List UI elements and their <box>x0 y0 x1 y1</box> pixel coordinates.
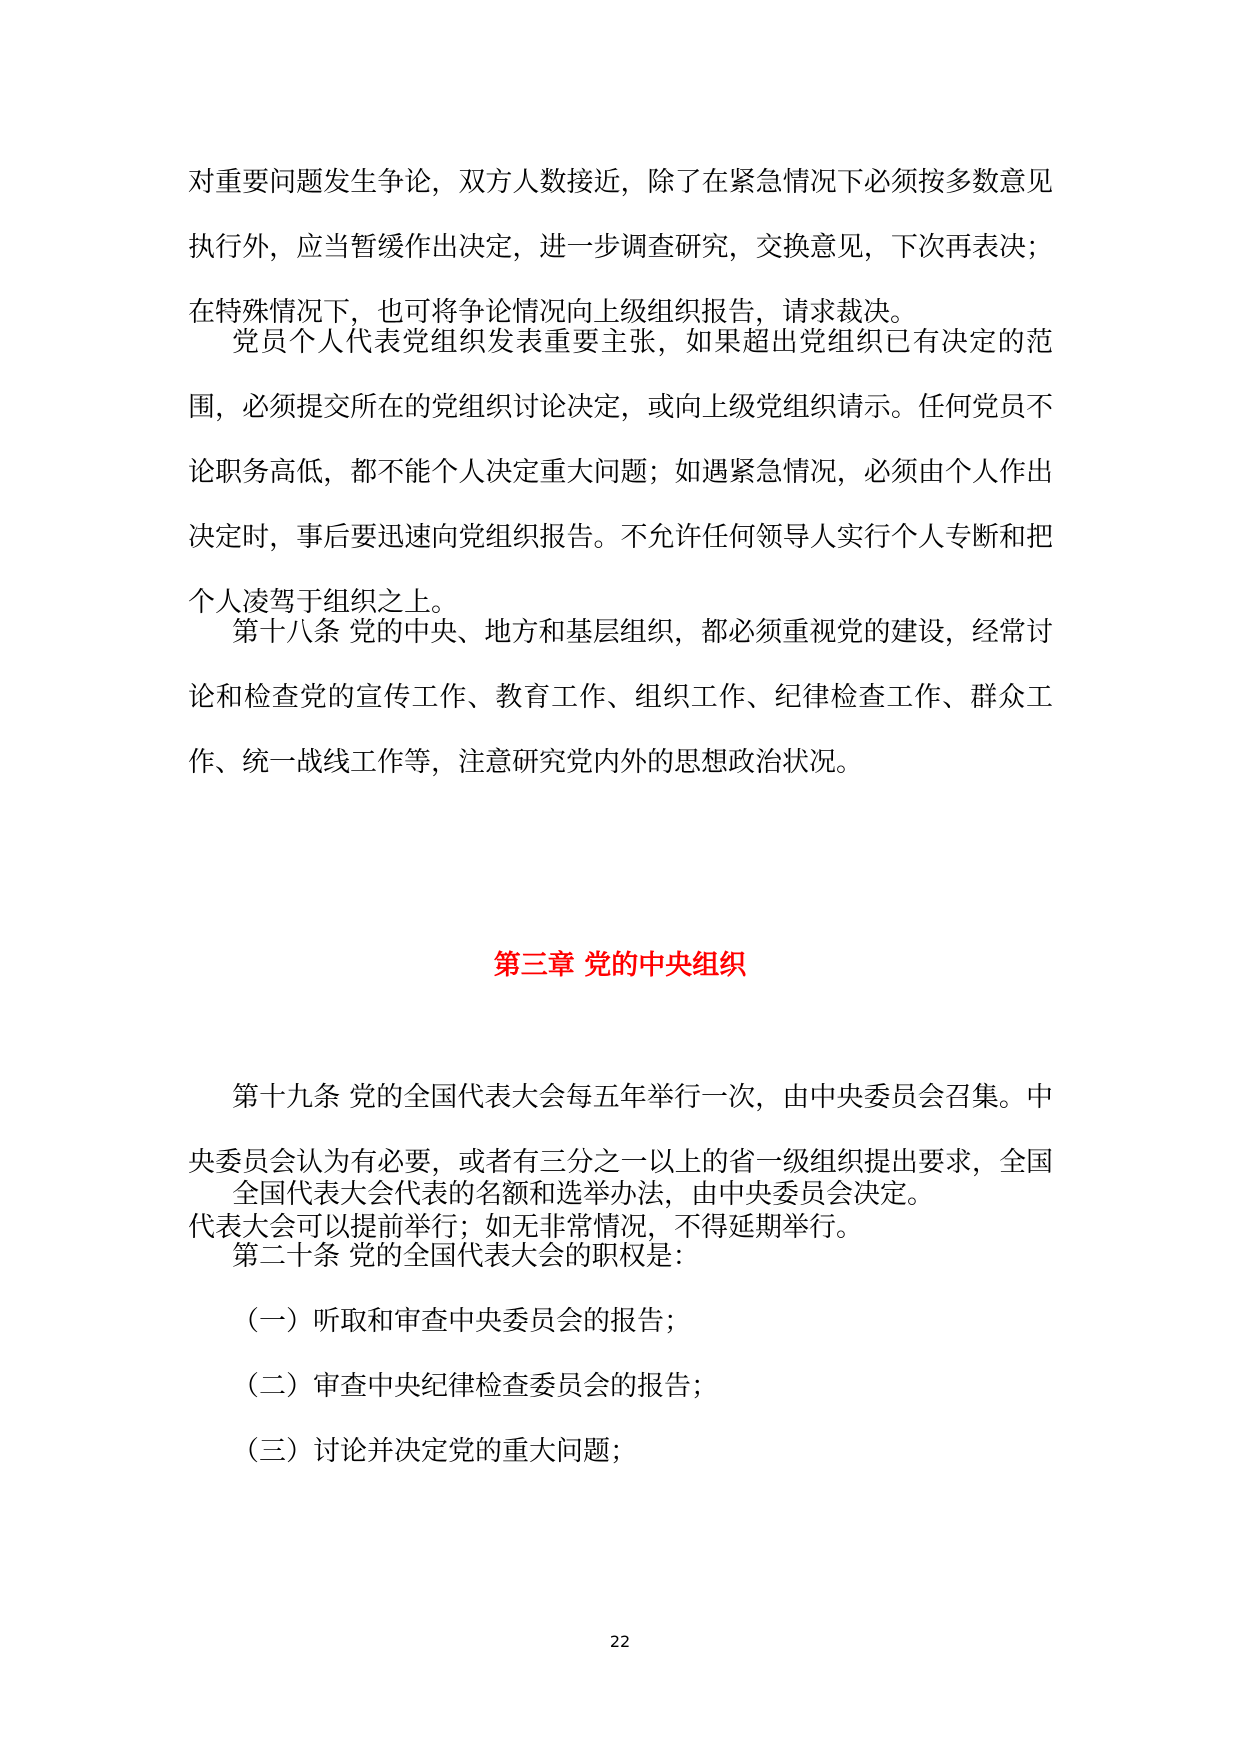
list-item-2: （二）审查中央纪律检查委员会的报告； <box>232 1371 718 1402</box>
list-item-3: （三）讨论并决定党的重大问题； <box>232 1436 637 1467</box>
list-item-1: （一）听取和审查中央委员会的报告； <box>232 1306 691 1337</box>
paragraph-dispute-resolution: 对重要问题发生争论，双方人数接近，除了在紧急情况下必须按多数意见执行外，应当暂缓作出决定，进一步调查研究，交换意见，下次再表决；在特殊情况下，也可将争论情况向上级组织报告，请求裁决。 <box>188 167 1053 328</box>
paragraph-delegate-quota: 全国代表大会代表的名额和选举办法，由中央委员会决定。 <box>232 1179 934 1210</box>
paragraph-article-18: 第十八条 党的中央、地方和基层组织，都必须重视党的建设，经常讨论和检查党的宣传工作、教育工作、组织工作、纪律检查工作、群众工作、统一战线工作等，注意研究党内外的思想政治状况。 <box>188 617 1053 778</box>
paragraph-individual-representation: 党员个人代表党组织发表重要主张，如果超出党组织已有决定的范围，必须提交所在的党组织讨论决定，或向上级党组织请示。任何党员不论职务高低，都不能个人决定重大问题；如遇紧急情况，必须由个人作出决定时，事后要迅速向党组织报告。不允许任何领导人实行个人专断和把个人凌驾于组织之上。 <box>188 327 1053 618</box>
paragraph-article-19: 第十九条 党的全国代表大会每五年举行一次，由中央委员会召集。中央委员会认为有必要，或者有三分之一以上的省一级组织提出要求，全国代表大会可以提前举行；如无非常情况，不得延期举行。 <box>188 1082 1053 1243</box>
paragraph-article-20: 第二十条 党的全国代表大会的职权是： <box>232 1241 700 1272</box>
chapter-title: 第三章 党的中央组织 <box>493 950 747 981</box>
page-number: 22 <box>609 1632 631 1651</box>
